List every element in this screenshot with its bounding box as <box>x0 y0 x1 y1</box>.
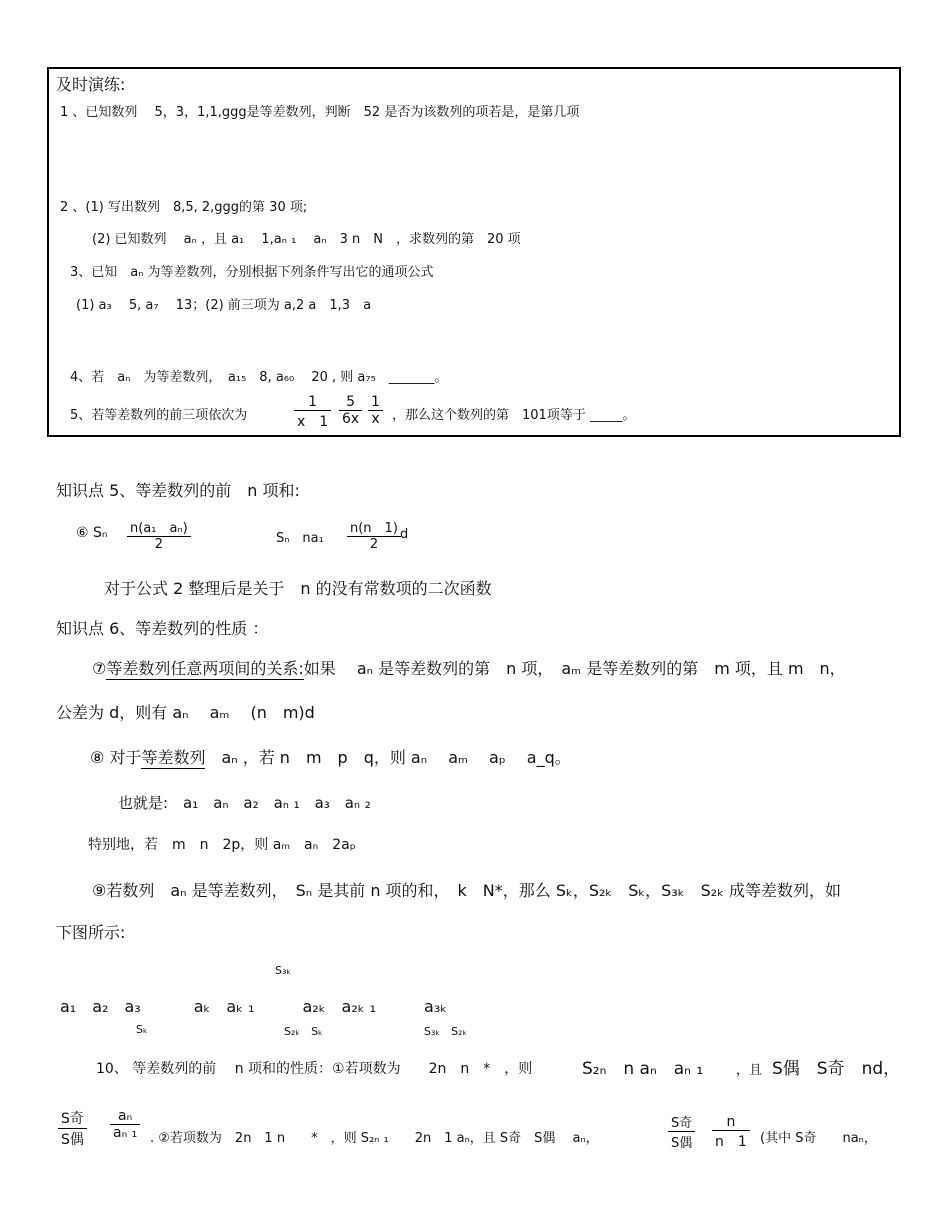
property-7 <box>92 656 846 680</box>
f1-num: n(a₁ aₙ) <box>127 517 191 537</box>
question-4: 4、若 aₙ 为等差数列， a₁₅ 8, a₆₀ 20 , 则 a₇₅ _______。 <box>70 370 448 385</box>
section-6-title: 知识点 6、等差数列的性质 ： <box>56 619 269 638</box>
property-9: ⑨若数列 aₙ 是等差数列， Sₙ 是其前 n 项的和， k N*，那么 Sₖ，S₂ₖ Sₖ，S₃ₖ S₂ₖ 成等差数列，如 <box>92 881 842 900</box>
diagram-sequence-row: a₁ a₂ a₃ aₖ aₖ ₁ a₂ₖ a₂ₖ ₁ a₃ₖ <box>60 997 448 1016</box>
q5-f3-num: 1 <box>368 394 383 411</box>
q5-f2-num: 5 <box>339 394 362 411</box>
q5-f2-den: 6x <box>342 411 360 427</box>
sum-formula-label: ⑥ Sₙ <box>76 525 108 541</box>
diagram-label-1: Sₖ <box>136 1023 148 1036</box>
property-7-formula: 公差为 d，则有 aₙ aₘ (n m)d <box>56 703 315 722</box>
property-10-and: ，且 <box>736 1063 763 1078</box>
sum-formula-2 <box>347 517 401 552</box>
property-9-continued: 下图所示: <box>56 923 126 942</box>
property-8-expansion: 也就是: a₁ aₙ a₂ aₙ ₁ a₃ aₙ ₂ <box>118 794 371 812</box>
practice-title: 及时演练: <box>56 75 126 94</box>
property-10-difference: S偶 S奇 nd， <box>772 1059 901 1079</box>
property-7-heading: 等差数列任意两项间的关系: <box>106 656 303 680</box>
f2-num: n(n 1) <box>347 517 401 537</box>
sum-formula-2-suffix: d <box>400 527 409 542</box>
property-10-s2n: S₂ₙ n aₙ aₙ ₁ <box>582 1059 704 1079</box>
f1-den: 2 <box>154 537 163 552</box>
q5-f1-den: x 1 <box>297 414 329 430</box>
question-2b: (2) 已知数列 aₙ ，且 a₁ 1,aₙ ₁ aₙ 3 n N ，求数列的第 20 项 <box>92 232 521 247</box>
f2-den: 2 <box>369 537 379 552</box>
property-10-note: (其中 S奇 naₙ， <box>760 1131 877 1146</box>
question-2a: 2 、(1) 写出数列 8,5, 2,ggg的第 30 项; <box>60 200 308 215</box>
property-8-special-case: 特别地，若 m n 2p，则 aₘ aₙ 2aₚ <box>88 837 356 853</box>
p10-f3-num: S奇 <box>668 1112 695 1132</box>
q5-f3-den: x <box>371 411 380 427</box>
p10-fraction-4 <box>712 1114 750 1151</box>
question-5-prefix: 5、若等差数列的前三项依次为 <box>70 408 248 423</box>
property-8-body: aₙ ，若 n m p q，则 aₙ aₘ aₚ a_q。 <box>205 748 571 767</box>
p10-fraction-3 <box>668 1112 695 1151</box>
q5-f1-num: 1 <box>294 394 331 411</box>
p10-f3-den: S偶 <box>671 1136 693 1151</box>
q5-fraction-2 <box>339 394 362 427</box>
property-8 <box>90 745 571 769</box>
q5-fraction-3 <box>368 394 383 427</box>
question-3: 3、已知 aₙ 为等差数列，分别根据下列条件写出它的通项公式 <box>70 265 434 280</box>
question-1: 1 、已知数列 5，3，1,1,ggg是等差数列，判断 52 是否为该数列的项若是，是第几项 <box>60 105 580 120</box>
property-7-marker: ⑦ <box>92 659 107 678</box>
p10-fraction-1 <box>58 1108 87 1149</box>
question-5-suffix: ，那么这个数列的第 101项等于 _____。 <box>392 408 636 423</box>
p10-f4-num: n <box>712 1114 750 1131</box>
q5-fraction-1 <box>294 394 331 431</box>
property-10-part2: . ②若项数为 2n 1 n * ，则 S₂ₙ ₁ 2n 1 aₙ，且 S奇 S偶 aₙ， <box>150 1131 599 1146</box>
p10-f1-den: S偶 <box>61 1132 84 1148</box>
formula-note: 对于公式 2 整理后是关于 n 的没有常数项的二次函数 <box>104 579 492 598</box>
p10-f4-den: n 1 <box>715 1134 747 1150</box>
property-7-body: 如果 aₙ 是等差数列的第 n 项， aₘ 是等差数列的第 m 项，且 m n， <box>303 659 846 678</box>
question-3b: (1) a₃ 5, a₇ 13；(2) 前三项为 a,2 a 1,3 a <box>76 298 372 313</box>
sum-formula-1 <box>127 517 191 552</box>
sum-formula-2-prefix: Sₙ na₁ <box>276 531 324 546</box>
section-5-title: 知识点 5、等差数列的前 n 项和: <box>56 481 300 500</box>
p10-f2-num: aₙ <box>110 1108 140 1125</box>
property-8-prefix: ⑧ 对于 <box>90 748 142 767</box>
property-10-intro: 10、 等差数列的前 n 项和的性质：①若项数为 2n n * ，则 <box>96 1061 533 1077</box>
p10-f2-den: aₙ ₁ <box>113 1125 138 1141</box>
diagram-label-2: S₂ₖ Sₖ <box>284 1025 323 1038</box>
diagram-top-label: S₃ₖ <box>275 964 292 977</box>
p10-fraction-2 <box>110 1108 140 1141</box>
diagram-label-3: S₃ₖ S₂ₖ <box>424 1025 468 1038</box>
p10-f1-num: S奇 <box>58 1108 87 1129</box>
property-8-underlined: 等差数列 <box>141 745 205 769</box>
